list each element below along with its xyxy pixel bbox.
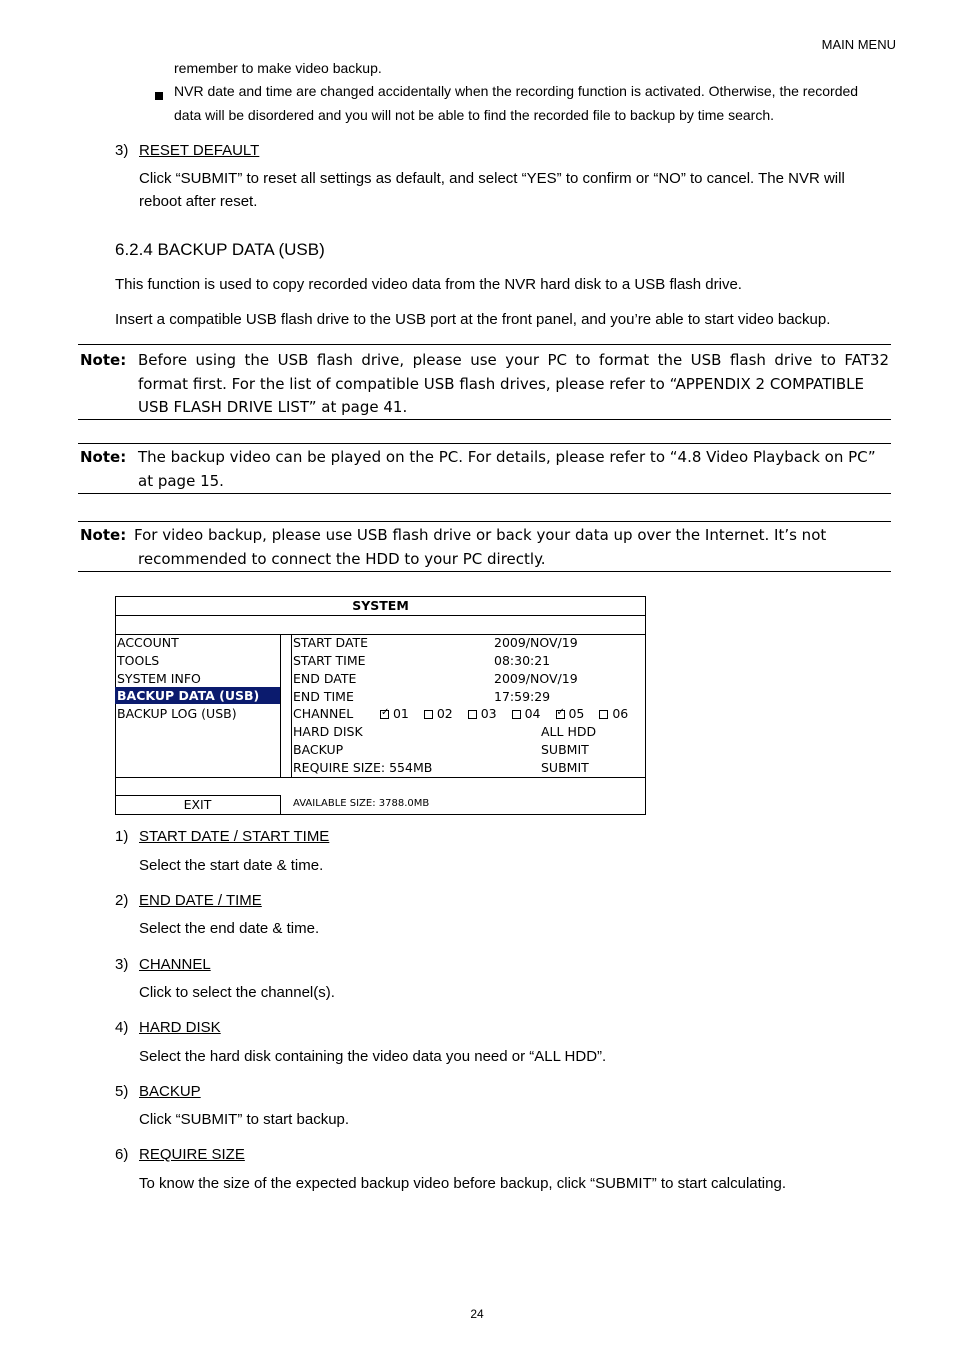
channel-num: 01 <box>392 706 409 721</box>
channel-num: 04 <box>524 706 541 721</box>
note-line: Before using the USB flash drive, please use your PC to format the USB flash drive to FAT32 <box>138 351 889 369</box>
step-title: REQUIRE SIZE <box>139 1146 245 1163</box>
hard-disk-value[interactable]: ALL HDD <box>541 724 597 739</box>
step-title: BACKUP <box>139 1083 201 1100</box>
channel-05[interactable] <box>556 706 585 721</box>
note-line: USB FLASH DRIVE LIST” at page 41. <box>138 398 408 416</box>
step-title: CHANNEL <box>139 956 211 973</box>
step-desc: To know the size of the expected backup video before backup, click “SUBMIT” to start calculating. <box>139 1175 786 1192</box>
step-num: 6) <box>115 1146 129 1163</box>
checkbox-icon[interactable] <box>599 710 608 719</box>
settings-panel <box>291 634 646 778</box>
note-line: format first. For the list of compatible USB flash drives, please refer to “APPENDIX 2 COMPATIBLE <box>138 375 864 393</box>
step-num: 1) <box>115 828 129 845</box>
backup-submit-button[interactable]: SUBMIT <box>541 742 589 757</box>
channel-num: 03 <box>480 706 497 721</box>
channel-04[interactable] <box>512 706 541 721</box>
step-title: END DATE / TIME <box>139 892 262 909</box>
step-desc: Click to select the channel(s). <box>139 984 335 1001</box>
channel-06[interactable] <box>599 706 628 721</box>
running-header: MAIN MENU <box>821 37 896 52</box>
step-desc: Select the end date & time. <box>139 920 320 937</box>
channel-num: 06 <box>612 706 629 721</box>
channel-num: 05 <box>568 706 585 721</box>
step-title: HARD DISK <box>139 1019 221 1036</box>
channel-num: 02 <box>436 706 453 721</box>
reset-title: RESET DEFAULT <box>139 142 260 159</box>
intro-line: remember to make video backup. <box>174 60 382 76</box>
channel-02[interactable] <box>424 706 453 721</box>
step-desc: Click “SUBMIT” to start backup. <box>139 1111 350 1128</box>
start-time-value[interactable]: 08:30:21 <box>494 653 551 668</box>
checkbox-checked-icon[interactable] <box>556 710 565 719</box>
reset-num: 3) <box>115 142 129 159</box>
end-date-value[interactable]: 2009/NOV/19 <box>494 671 578 686</box>
start-date-label: START DATE <box>293 635 369 650</box>
note-line: For video backup, please use USB flash drive or back your data up over the Internet. It’s not <box>134 526 827 544</box>
page-number: 24 <box>470 1307 484 1321</box>
step-num: 5) <box>115 1083 129 1100</box>
step-desc: Select the hard disk containing the video data you need or “ALL HDD”. <box>139 1048 607 1065</box>
checkbox-checked-icon[interactable] <box>380 710 389 719</box>
bullet-text-line1: NVR date and time are changed accidentally when the recording function is activated. Otherwise, the recorded <box>174 83 859 99</box>
note-line: at page 15. <box>138 472 224 490</box>
end-date-label: END DATE <box>293 671 357 686</box>
menu-item-tools[interactable]: TOOLS <box>117 653 160 668</box>
note-label: Note: <box>80 448 127 466</box>
start-date-value[interactable]: 2009/NOV/19 <box>494 635 578 650</box>
end-time-value[interactable]: 17:59:29 <box>494 689 551 704</box>
exit-button[interactable]: EXIT <box>115 795 281 815</box>
section-para2: Insert a compatible USB flash drive to the USB port at the front panel, and you’re able to start video backup. <box>115 311 831 328</box>
backup-label: BACKUP <box>293 742 344 757</box>
end-time-label: END TIME <box>293 689 354 704</box>
channel-label: CHANNEL <box>293 706 354 721</box>
start-time-label: START TIME <box>293 653 366 668</box>
step-num: 2) <box>115 892 129 909</box>
require-size-submit-button[interactable]: SUBMIT <box>541 760 589 775</box>
note-label: Note: <box>80 526 127 544</box>
menu-item-account[interactable]: ACCOUNT <box>117 635 179 650</box>
note-line: recommended to connect the HDD to your PC directly. <box>138 550 546 568</box>
channel-03[interactable] <box>468 706 497 721</box>
step-title: START DATE / START TIME <box>139 828 330 845</box>
menu-item-backup-data[interactable]: BACKUP DATA (USB) <box>115 687 280 704</box>
note-line: The backup video can be played on the PC. For details, please refer to “4.8 Video Playback on PC” <box>138 448 876 466</box>
menu-item-backup-log[interactable]: BACKUP LOG (USB) <box>117 706 237 721</box>
checkbox-icon[interactable] <box>468 710 477 719</box>
reset-desc-line2: reboot after reset. <box>139 193 258 210</box>
menu-panel <box>115 634 281 778</box>
require-size-label: REQUIRE SIZE: 554MB <box>293 760 433 775</box>
available-size: AVAILABLE SIZE: 3788.0MB <box>293 798 430 809</box>
hard-disk-label: HARD DISK <box>293 724 363 739</box>
note-box <box>78 521 891 572</box>
step-num: 3) <box>115 956 129 973</box>
bullet-text-line2: data will be disordered and you will not be able to find the recorded file to backup by time search. <box>174 107 775 123</box>
section-heading: 6.2.4 BACKUP DATA (USB) <box>115 240 325 259</box>
channel-01[interactable] <box>380 706 409 721</box>
note-label: Note: <box>80 351 127 369</box>
step-num: 4) <box>115 1019 129 1036</box>
system-menu-screenshot <box>115 596 646 815</box>
checkbox-icon[interactable] <box>424 710 433 719</box>
section-para1: This function is used to copy recorded video data from the NVR hard disk to a USB flash drive. <box>115 276 742 293</box>
checkbox-icon[interactable] <box>512 710 521 719</box>
step-desc: Select the start date & time. <box>139 857 324 874</box>
note-box <box>78 344 891 420</box>
reset-desc-line1: Click “SUBMIT” to reset all settings as default, and select “YES” to confirm or “NO” to cancel. The NVR will <box>139 170 845 187</box>
channel-checkboxes <box>380 705 628 723</box>
note-box <box>78 443 891 494</box>
bullet-icon <box>155 87 163 105</box>
system-title: SYSTEM <box>115 596 646 616</box>
menu-item-system-info[interactable]: SYSTEM INFO <box>117 671 201 686</box>
